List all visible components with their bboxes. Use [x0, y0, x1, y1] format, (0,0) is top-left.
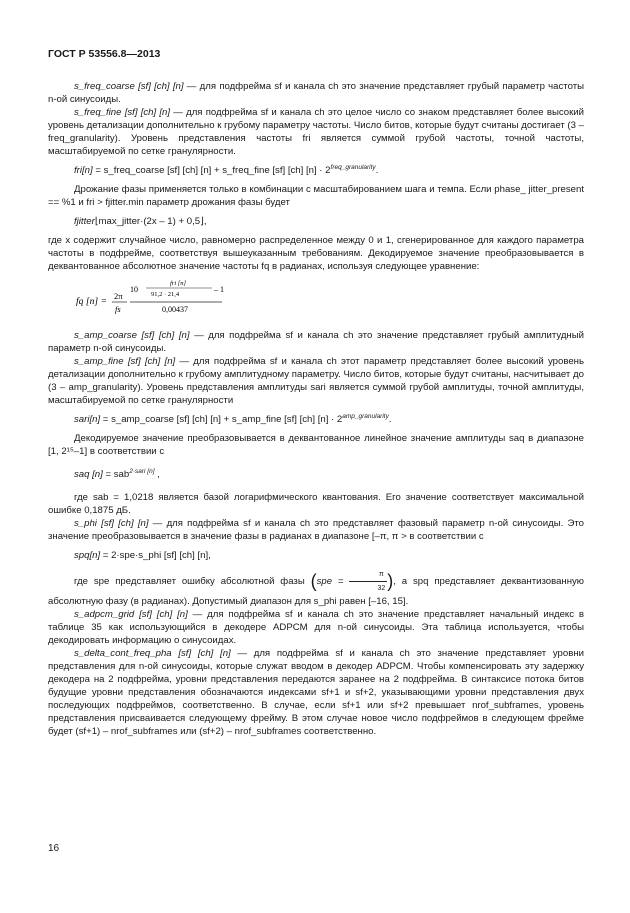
fq-exp-den: 91,2 · 21,4 — [151, 291, 180, 298]
paragraph: s_freq_fine [sf] [ch] [n] — для подфрейма sf и канала ch это целое число со знаком представляет более высокий уровень детализации дополнительно к грубому параметру частоты. Число битов, которые будут считаны достигает (3 – freq_granularity). Уровень представления частоты fri является суммой грубой частоты, точной частоты, масштабируемой по сетке гранулярности. — [48, 107, 584, 157]
paragraph: Дрожание фазы применяется только в комбинации с масштабированием шага и темпа. Если phase_ jitter_present == %1 и fri > fjitter.min параметр дрожания фазы будет — [48, 184, 584, 208]
fq-ten: 10 — [130, 285, 138, 294]
equation-jitter: fjitter⌊max_jitter·(2x – 1) + 0,5⌋, — [74, 216, 207, 227]
paragraph: s_amp_coarse [sf] [ch] [n] — для подфрейма sf и канала ch это значение представляет грубый амплитудный параметр n-ой синусоиды. — [48, 330, 584, 354]
fq-fs: fs — [115, 304, 121, 314]
fq-formula — [74, 277, 294, 325]
equation-freq: fri[n] = s_freq_coarse [sf] [ch] [n] + s_freq_fine [sf] [ch] $[n] \cdot 2^{freq\_granularity}$. — [74, 163, 379, 176]
paragraph: где x содержит случайное число, равномерно распределенное между 0 и 1, сгенерированное для каждого параметра частоты в подфрейме, соответствуя вышеуказанным требованиям. Декодируемое значение преобразовывается в деквантованное абсолютное значение частоты fq в радианах, используя следующее уравнение: — [48, 235, 584, 272]
equation-spq: spq[n] = 2·spe·s_phi [sf] [ch] [n], — [74, 550, 211, 561]
fq-2pi: 2π — [114, 291, 123, 301]
fq-lhs: fq [n] = — [76, 296, 107, 307]
fq-exp-num: fri [n] — [170, 280, 187, 287]
document-header: ГОСТ Р 53556.8—2013 — [48, 48, 161, 60]
equation-fq — [74, 277, 584, 325]
page-number: 16 — [48, 843, 60, 854]
equation-amp: sari[n] = s_amp_coarse [sf] [ch] [n] + s_amp_fine [sf] [ch] $[n] \cdot 2^{amp\_granularity}$. — [74, 412, 392, 425]
document-body — [48, 80, 584, 738]
fq-denominator: 0,00437 — [162, 305, 188, 314]
fq-minus-one: – 1 — [214, 285, 224, 294]
paragraph: s_amp_fine [sf] [ch] [n] — для подфрейма sf и канала ch этот параметр представляет более высокий уровень детализации дополнительно к грубому амплитудному параметру. Число битов, которые будут считаны, насчитывает до (3 – amp_granularity). Уровень представления амплитуды sari является суммой грубой амплитуды, точной амплитуды, масштабируемой по сетке гранулярности — [48, 356, 584, 406]
paragraph: где spe представляет ошибку абсолютной фазы (spe = $\frac{\pi}{32}$ ), а spq представляет деквантизованную абсолютную фазу (в радианах). Допустимый диапазон для s_phi равен [–16, 15]. — [48, 568, 584, 608]
paragraph: где sab = 1,0218 является базой логарифмического квантования. Его значение соответствует максимальной ошибке 0,1875 дБ. — [48, 492, 584, 516]
paragraph: s_delta_cont_freq_pha [sf] [ch] [n] — для подфрейма sf и канала ch это значение представляет уровни представления для n-ой синусоиды, которые служат вводом в декодер ADPCM. Чтобы компенсировать эту задержку декодера на 2 подфрейма, уровни представления передаются заранее на 2 подфрейма. В синтаксисе потока битов будущие уровни представления обозначаются индексами sf+1 и sf+2, указывающими уровни представления двух последующих подфреймов, соответственно. В случае, если sf+1 или sf+2 превышает nrof_subframes, уровень представления присваивается следующему фрейму. В этом случае новое число подфреймов в следующем фрейме будет (sf+1) – nrof_subframes или (sf+2) – nrof_subframes соответственно. — [48, 648, 584, 737]
paragraph: Декодируемое значение преобразовывается в деквантованное линейное значение амплитуды saq в диапазоне [1, 2¹⁵–1] в соответствии с — [48, 433, 584, 457]
paragraph: s_adpcm_grid [sf] [ch] [n] — для подфрейма sf и канала ch это значение представляет начальный индекс в таблице 35 как использующийся в декодере ADPCM для n-ой синусоиды. Эта таблица используется, чтобы декодировать информацию о синусоидах. — [48, 609, 584, 646]
equation-saq: saq [n] = sab$^{2\cdot sari [n]}$ , — [74, 467, 160, 480]
paragraph: s_phi [sf] [ch] [n] — для подфрейма sf и канала ch это представляет фазовый параметр n-ой синусоиды. Это значение преобразовывается в значение фазы в радианах в диапазоне [–π, π > в соответствии с — [48, 518, 584, 542]
paragraph: s_freq_coarse [sf] [ch] [n] — для подфрейма sf и канала ch это значение представляет грубый параметр частоты n-ой синусоиды. — [48, 81, 584, 105]
